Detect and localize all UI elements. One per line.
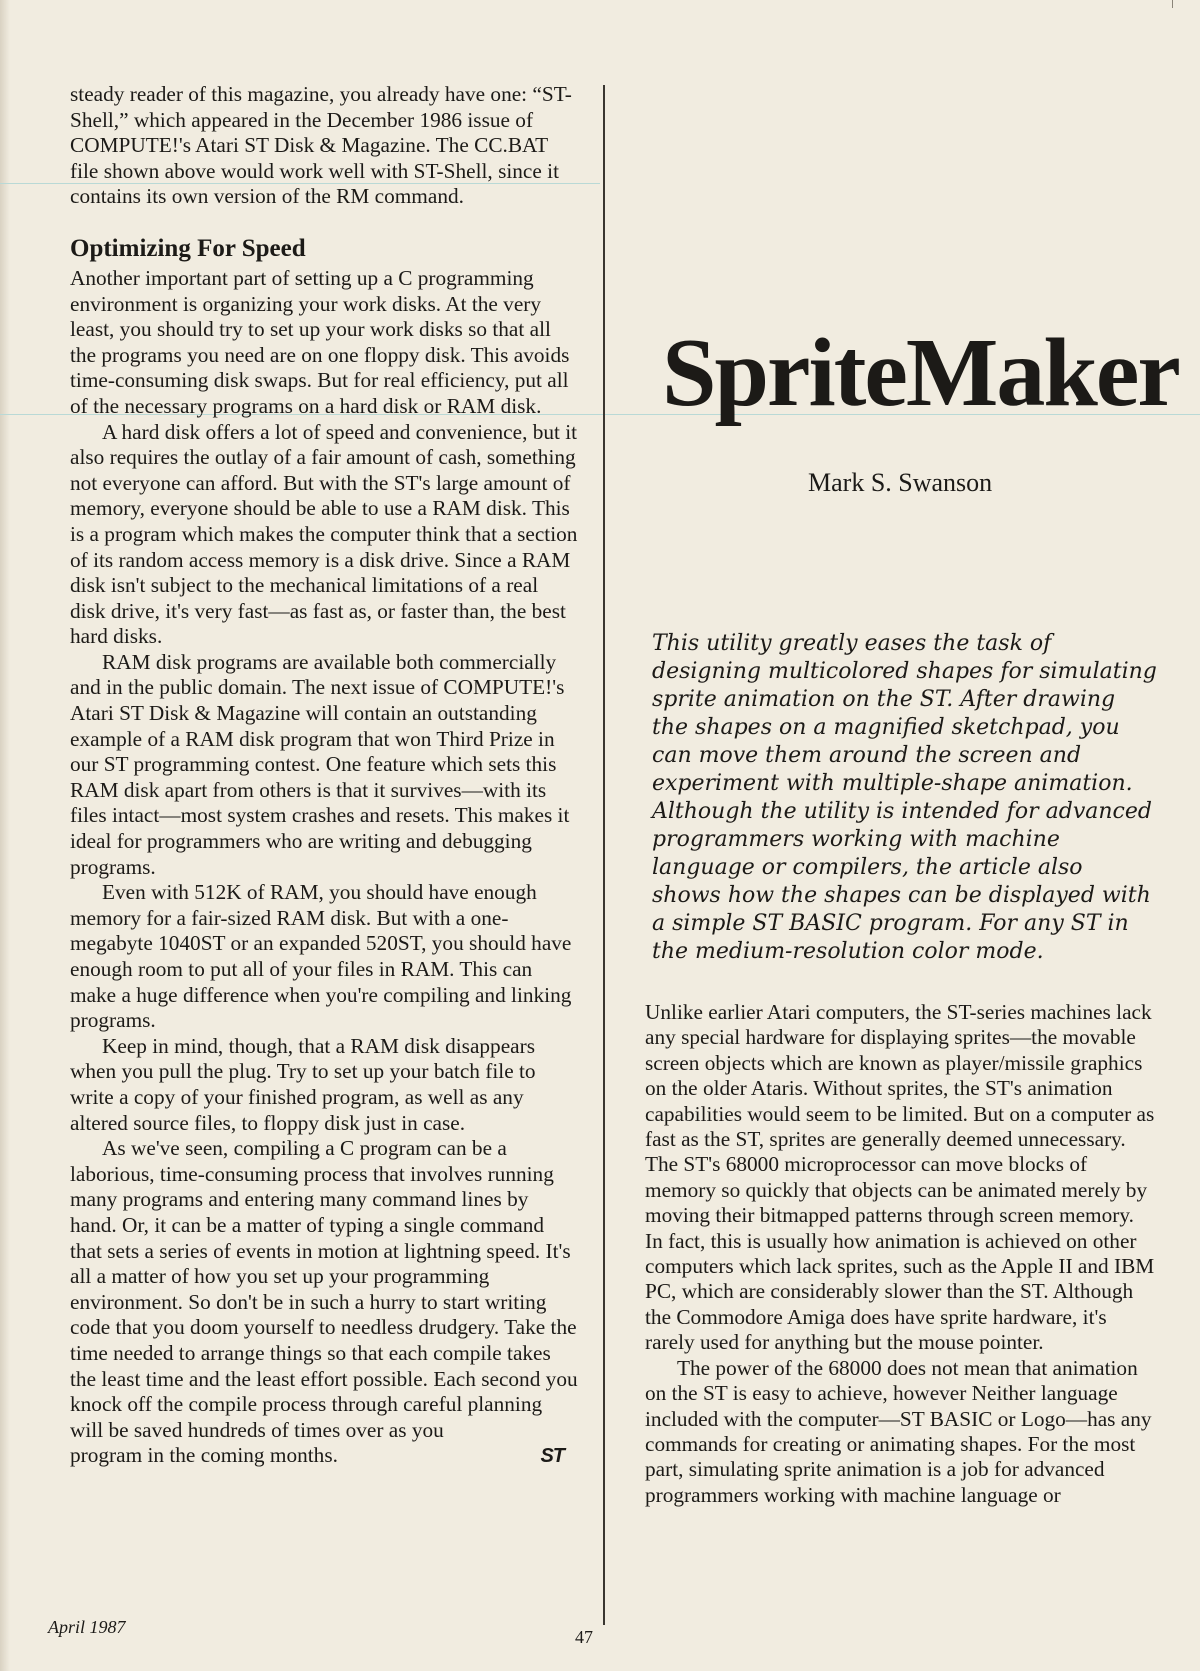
left-column bbox=[70, 82, 578, 1470]
body-paragraph: The power of the 68000 does not mean that animation on the ST is easy to achieve, however Neither language included with the computer—ST BASIC or Logo—has any commands for creating or animating shapes. For the most part, simulating sprite animation is a job for advanced programmers working with machine language or bbox=[645, 1355, 1152, 1507]
closing-text: program in the coming months. bbox=[70, 1443, 338, 1468]
body-paragraph: Keep in mind, though, that a RAM disk disappears when you pull the plug. Try to set up your batch file to write a copy of your finished program, as well as any altered source files, to floppy disk just in case. bbox=[70, 1033, 536, 1135]
crop-mark bbox=[1172, 0, 1173, 8]
opening-paragraph: steady reader of this magazine, you already have one: “ST-Shell,” which appeared in the December 1986 issue of COMPUTE!'s Atari ST Disk & Magazine. The CC.BAT file shown above would work well with ST-Shell, since it contains its own version of the RM command. bbox=[70, 82, 572, 209]
body-paragraph: Even with 512K of RAM, you should have enough memory for a fair-sized RAM disk. But with a one-megabyte 1040ST or an expanded 520ST, you should have enough room to put all of your files in RAM. This can make a huge difference when you're compiling and linking programs. bbox=[70, 880, 572, 1033]
body-paragraph: Another important part of setting up a C programming environment is organizing your work disks. At the very least, you should try to set up your work disks so that all the programs you need are on one floppy disk. This avoids time-consuming disk swaps. But for real efficiency, put all of the necessary programs on a hard disk or RAM disk. bbox=[70, 265, 570, 418]
article-intro: This utility greatly eases the task of designing multicolored shapes for simulating sprite animation on the ST. After drawing the shapes on a magnified sketchpad, you can move them around the screen and experiment with multiple-shape animation. Although the utility is intended for advanced programmers working with machine language or compilers, the article also shows how the shapes can be displayed with a simple ST BASIC program. For any ST in the medium-resolution color mode. bbox=[652, 631, 1157, 964]
column-rule bbox=[603, 85, 605, 1625]
closing-line bbox=[70, 1443, 578, 1470]
page-edge-shadow bbox=[0, 0, 10, 1671]
issue-date: April 1987 bbox=[48, 1617, 126, 1637]
right-column bbox=[645, 1000, 1155, 1508]
body-paragraph: A hard disk offers a lot of speed and convenience, but it also requires the outlay of a fair amount of cash, something not everyone can afford. But with the ST's large amount of memory, everyone should be able to use a RAM disk. This is a program which makes the computer think that a section of its random access memory is a disk drive. Since a RAM disk isn't subject to the mechanical limitations of a real disk drive, it's very fast—as fast as, or faster than, the best hard disks. bbox=[70, 419, 578, 649]
section-heading: Optimizing For Speed bbox=[70, 234, 306, 262]
body-paragraph: RAM disk programs are available both commercially and in the public domain. The next issue of COMPUTE!'s Atari ST Disk & Magazine will contain an outstanding example of a RAM disk program that won Third Prize in our ST programming contest. One feature which sets this RAM disk apart from others is that it survives—with its files intact—most system crashes and resets. This makes it ideal for programmers who are writing and debugging programs. bbox=[70, 649, 570, 879]
body-paragraph: Unlike earlier Atari computers, the ST-series machines lack any special hardware for displaying sprites—the movable screen objects which are known as player/missile graphics on the older Ataris. Without sprites, the ST's animation capabilities would seem to be limited. But on a computer as fast as the ST, sprites are generally deemed unnecessary. The ST's 68000 microprocessor can move blocks of memory so quickly that objects can be animated merely by moving their bitmapped patterns through screen memory. In fact, this is usually how animation is achieved on other computers which lack sprites, such as the Apple II and IBM PC, which are considerably slower than the ST. Although the Commodore Amiga does have sprite hardware, it's rarely used for anything but the mouse pointer. bbox=[645, 1000, 1155, 1355]
author-byline: Mark S. Swanson bbox=[808, 468, 993, 497]
article-title: SpriteMaker bbox=[662, 319, 1179, 427]
st-end-mark: ST bbox=[540, 1445, 564, 1468]
body-paragraph: As we've seen, compiling a C program can be a laborious, time-consuming process that involves running many programs and entering many command lines by hand. Or, it can be a matter of typing a single command that sets a series of events in motion at lightning speed. It's all a matter of how you set up your programming environment. So don't be in such a hurry to start writing code that you doom yourself to needless drudgery. Take the time needed to arrange things so that each compile takes the least time and the least effort possible. Each second you knock off the compile process through careful planning will be saved hundreds of times over as you bbox=[70, 1136, 578, 1442]
page-number: 47 bbox=[575, 1627, 593, 1647]
